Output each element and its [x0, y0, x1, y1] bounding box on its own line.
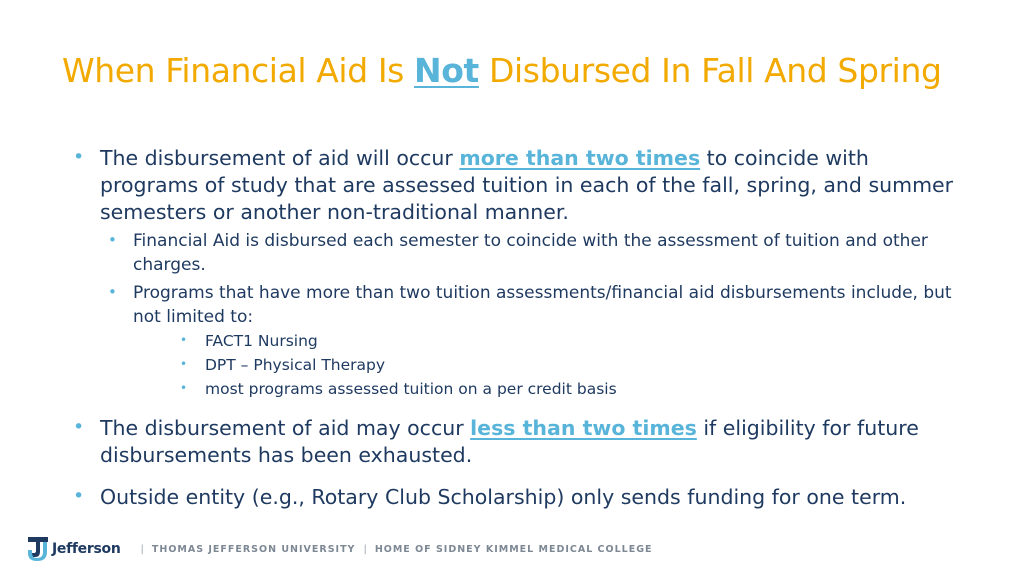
more-than-two-times-link[interactable]: more than two times [459, 146, 701, 170]
jefferson-logo-text: Jefferson [52, 541, 121, 557]
bullet-item [100, 145, 960, 226]
bullet-text: to coincide with programs of study that are assessed tuition in each of the fall, spring, and summer semesters or another non-traditional manner. [100, 146, 954, 224]
university-name: THOMAS JEFFERSON UNIVERSITY [151, 543, 356, 555]
sub-bullet-item: Financial Aid is disbursed each semester to coincide with the assessment of tuition and other charges. [133, 231, 928, 275]
title-emphasis: Not [414, 51, 479, 90]
jefferson-logo-icon [28, 537, 48, 561]
bullet-item [100, 415, 960, 469]
bullet-dot-icon: • [180, 357, 188, 371]
program-list-item: DPT – Physical Therapy [205, 356, 386, 374]
bullet-text: if eligibility for future disbursements has been exhausted. [100, 416, 919, 467]
bullet-dot-icon: • [108, 283, 117, 301]
program-list-item: FACT1 Nursing [205, 332, 318, 350]
footer [28, 534, 728, 564]
footer-separator: | [363, 543, 367, 555]
bullet-text: The disbursement of aid may occur [100, 416, 471, 440]
college-name: HOME OF SIDNEY KIMMEL MEDICAL COLLEGE [374, 543, 653, 555]
sub-bullet-item: Programs that have more than two tuition assessments/financial aid disbursements include, but not limited to: [133, 283, 952, 327]
program-list-item: most programs assessed tuition on a per credit basis [205, 380, 617, 398]
bullet-dot-icon: • [73, 485, 85, 507]
bullet-dot-icon: • [73, 416, 85, 438]
footer-separator: | [140, 543, 144, 555]
bullet-dot-icon: • [108, 231, 117, 249]
bullet-dot-icon: • [73, 146, 85, 168]
less-than-two-times-link[interactable]: less than two times [470, 416, 697, 440]
title-part-2: Disbursed In Fall And Spring [478, 51, 942, 90]
bullet-text: The disbursement of aid will occur [100, 146, 460, 170]
bullet-dot-icon: • [180, 381, 188, 395]
bullet-item: Outside entity (e.g., Rotary Club Scholarship) only sends funding for one term. [100, 485, 907, 509]
title-part-1: When Financial Aid Is [62, 51, 415, 90]
bullet-dot-icon: • [180, 333, 188, 347]
